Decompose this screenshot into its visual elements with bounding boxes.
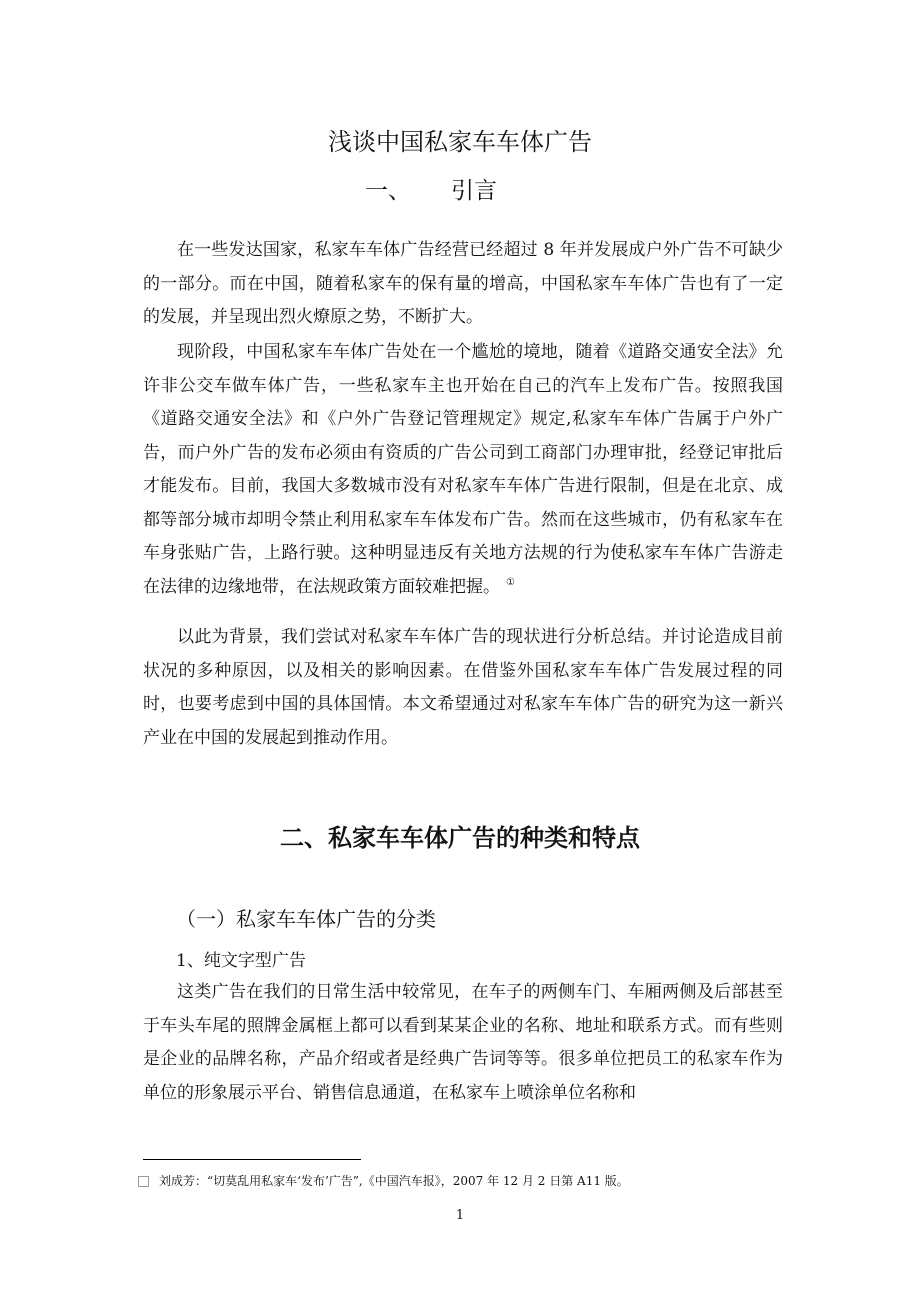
footnote-marker-icon — [138, 1176, 149, 1187]
subsection-heading: （一）私家车车体广告的分类 — [176, 907, 436, 931]
document-title: 浅谈中国私家车车体广告 — [328, 128, 592, 156]
paragraph — [143, 336, 783, 604]
paragraph: 这类广告在我们的日常生活中较常见，在车子的两侧车门、车厢两侧及后部甚至于车头车尾的照牌金属框上都可以看到某某企业的名称、地址和联系方式。而有些则是企业的品牌名称，产品介绍或者是经典广告词等等。很多单位把员工的私家车作为单位的形象展示平台、销售信息通道，在私家车上喷涂单位名称和 — [143, 982, 783, 1103]
paragraph: 以此为背景，我们尝试对私家车车体广告的现状进行分析总结。并讨论造成目前状况的多种原因，以及相关的影响因素。在借鉴外国私家车车体广告发展过程的同时，也要考虑到中国的具体国情。本文希望通过对私家车车体广告的研究为这一新兴产业在中国的发展起到推动作用。 — [143, 627, 783, 748]
footnote — [138, 1172, 629, 1189]
footnote-reference[interactable]: ① — [506, 576, 515, 588]
paragraph-text: 现阶段，中国私家车车体广告处在一个尴尬的境地，随着《道路交通安全法》允许非公交车做车体广告，一些私家车主也开始在自己的汽车上发布广告。按照我国《道路交通安全法》和《户外广告登记管理规定》规定,私家车车体广告属于户外广告，而户外广告的发布必须由有资质的广告公司到工商部门办理审批，经登记审批后才能发布。目前，我国大多数城市没有对私家车车体广告进行限制，但是在北京、成都等部分城市却明令禁止利用私家车车体发布广告。然而在这些城市，仍有私家车在车身张贴广告，上路行驶。这种明显违反有关地方法规的行为使私家车车体广告游走在法律的边缘地带，在法规政策方面较难把握。 — [143, 342, 783, 597]
footnote-text: 刘成芳：“切莫乱用私家车‘发布’广告”,《中国汽车报》，2007 年 12 月 2 日第 A11 版。 — [159, 1174, 629, 1188]
list-item-label: 1、纯文字型广告 — [176, 951, 306, 971]
paragraph: 在一些发达国家，私家车车体广告经营已经超过 8 年并发展成户外广告不可缺少的一部分。而在中国，随着私家车的保有量的增高，中国私家车车体广告也有了一定的发展，并呈现出烈火燎原之势，不断扩大。 — [143, 240, 783, 327]
section-title: 引言 — [451, 178, 497, 204]
footnote-divider — [143, 1159, 361, 1160]
section-number: 一、 — [365, 178, 411, 204]
page-number: 1 — [455, 1208, 465, 1223]
section-heading-types: 二、私家车车体广告的种类和特点 — [280, 824, 640, 852]
section-heading-introduction — [365, 172, 497, 205]
